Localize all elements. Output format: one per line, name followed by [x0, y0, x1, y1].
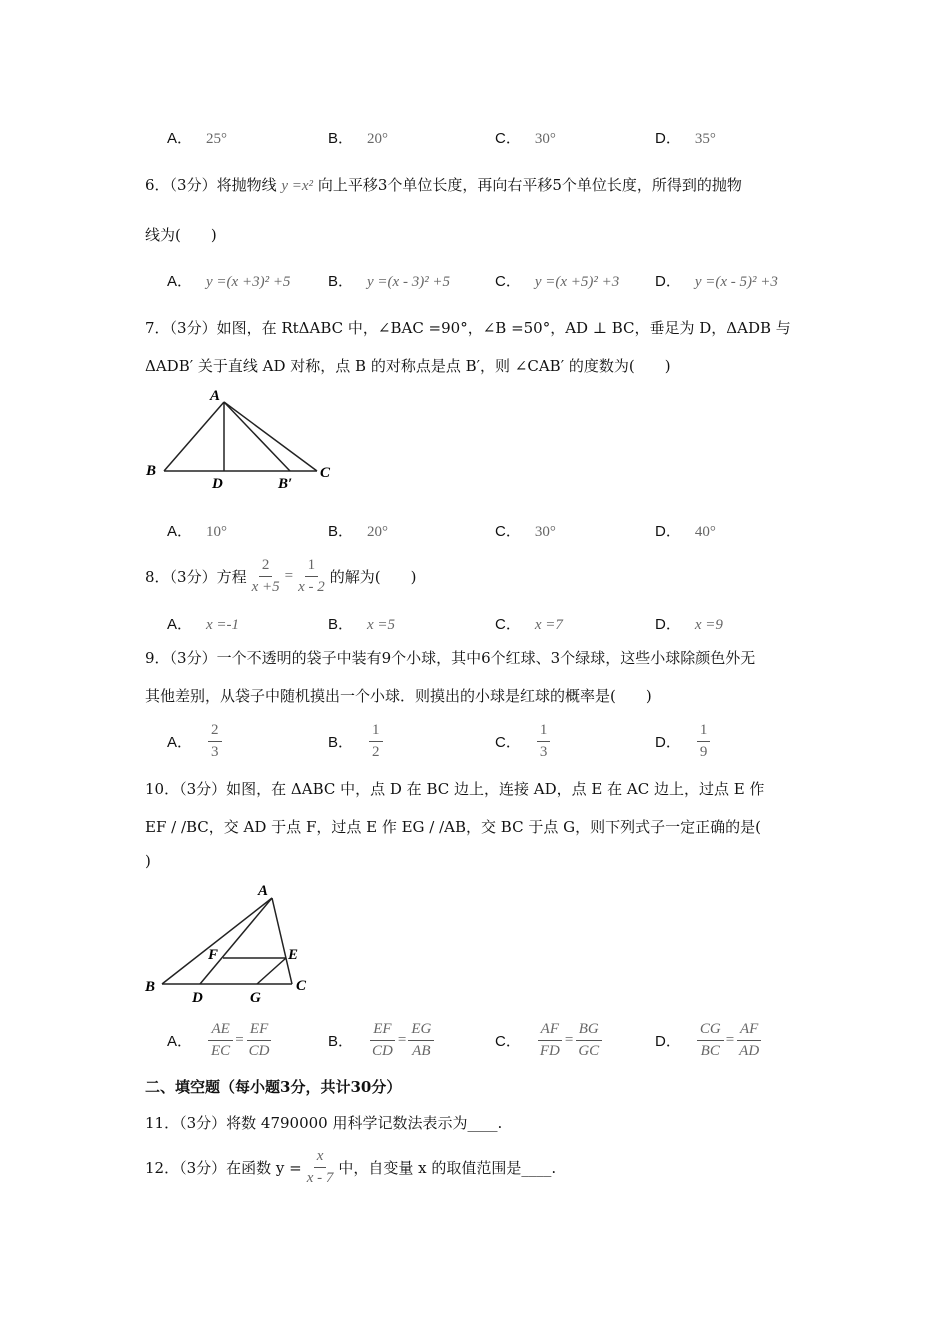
q6-option-d: D． y =(x - 5)² +3	[655, 273, 778, 290]
q7-triangle-figure	[140, 385, 350, 499]
q10-stem-line2: EF / /BC，交 AD 于点 F，过点 E 作 EG / /AB，交 BC 于点 G，则下列式子一定正确的是(	[145, 818, 761, 836]
q5-option-a: A． 25°	[167, 130, 228, 147]
q8-option-a: A． x =-1	[167, 616, 240, 633]
q7-label-b: B	[146, 463, 157, 479]
q6-option-c: C． y =(x +5)² +3	[495, 273, 620, 290]
q10-stem-line1: 10．（3分）如图，在 ΔABC 中，点 D 在 BC 边上，连接 AD，点 E 在 AC 边上，过点 E 作	[145, 780, 765, 798]
q7-option-d: D． 40°	[655, 523, 716, 540]
q6-stem-line2: 线为( )	[145, 226, 217, 244]
q10-label-b: B	[145, 979, 156, 995]
q8-option-b: B． x =5	[328, 616, 396, 633]
q10-label-d: D	[192, 990, 203, 1005]
q10-option-c: C． $\frac{AF}{FD}$ = $\frac{BG}{GC}$	[495, 1017, 604, 1063]
q12-fraction: $\frac{x}{x - 7}$	[306, 1147, 334, 1186]
q8-fraction-right: $\frac{1}{x - 2}$	[298, 556, 325, 595]
q7-label-a: A	[210, 388, 221, 404]
q6-option-a: A． y =(x +3)² +5	[167, 273, 291, 290]
q11-stem: 11．（3分）将数 4790000 用科学记数法表示为____.	[145, 1114, 503, 1132]
q6-option-b: B． y =(x - 3)² +5	[328, 273, 451, 290]
q10-option-a: A． $\frac{AE}{EC}$ = $\frac{EF}{CD}$	[167, 1020, 270, 1059]
q10-option-d: D． $\frac{CG}{BC}$ = $\frac{AF}{AD}$	[655, 1017, 764, 1063]
q5-option-d: D． 35°	[655, 130, 716, 147]
q7-option-a: A． 10°	[167, 523, 228, 540]
q8-stem: 8．（3分）方程 $\frac{2}{x +5}$ = $\frac{1}{x - 2}$ 的解为( )	[145, 553, 416, 599]
q7-label-c: C	[320, 465, 331, 481]
q8-fraction-left: $\frac{2}{x +5}$	[251, 556, 280, 595]
q6-stem-line1: 6．（3分）将抛物线 y =x² 向上平移3个单位长度，再向右平移5个单位长度，所得到的抛物	[145, 176, 742, 194]
q10-label-g: G	[250, 990, 261, 1005]
q9-option-a: A． $\frac{2}{3}$	[167, 718, 224, 764]
q8-option-c: C． x =7	[495, 616, 563, 633]
q9-stem-line1: 9．（3分）一个不透明的袋子中装有9个小球，其中6个红球、3个绿球，这些小球除颜色外无	[145, 649, 756, 667]
q10-triangle-figure	[140, 880, 325, 1009]
q9-option-c: C． $\frac{1}{3}$	[495, 718, 552, 764]
q5-option-c: C． 30°	[495, 130, 556, 147]
q7-option-c: C． 30°	[495, 523, 556, 540]
q8-option-d: D． x =9	[655, 616, 723, 633]
q10-label-a: A	[258, 883, 269, 899]
section-2-heading: 二、填空题（每小题3分，共计30分）	[145, 1078, 402, 1096]
q9-stem-line2: 其他差别，从袋子中随机摸出一个小球．则摸出的小球是红球的概率是( )	[145, 687, 652, 705]
q7-stem-line2: ΔADB′ 关于直线 AD 对称，点 B 的对称点是点 B′，则 ∠CAB′ 的度数为( )	[145, 357, 671, 375]
q10-stem-line3: )	[145, 852, 151, 870]
q10-option-b: B． $\frac{EF}{CD}$ = $\frac{EG}{AB}$	[328, 1017, 436, 1063]
q7-label-d: D	[212, 476, 223, 492]
q10-label-c: C	[296, 978, 307, 994]
q7-label-bprime: B′	[278, 476, 293, 492]
q12-stem: 12．（3分）在函数 y = $\frac{x}{x - 7}$ 中，自变量 x 的取值范围是____.	[145, 1144, 556, 1190]
q10-label-e: E	[288, 947, 299, 963]
q9-option-b: B． $\frac{1}{2}$	[328, 718, 385, 764]
q7-option-b: B． 20°	[328, 523, 389, 540]
q7-stem-line1: 7．（3分）如图，在 RtΔABC 中，∠BAC =90°，∠B =50°，AD ⊥ BC，垂足为 D，ΔADB 与	[145, 319, 791, 337]
q5-option-b: B． 20°	[328, 130, 389, 147]
q9-option-d: D． $\frac{1}{9}$	[655, 718, 712, 764]
q10-label-f: F	[208, 947, 219, 963]
